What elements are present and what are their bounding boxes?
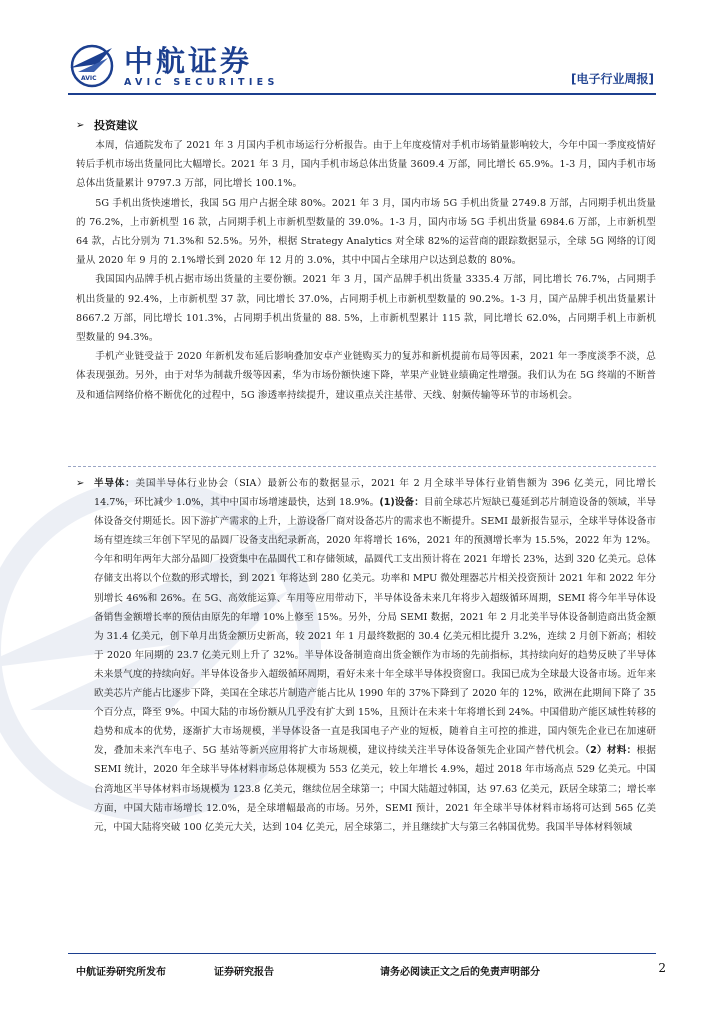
materials-text: 根据 SEMI 统计，2020 年全球半导体材料市场总体规模为 553 亿美元，较上年增长 4.9%，超过 2018 年市场高点 529 亿美元。中国台湾地区半导体材料市场规模为 123.8 亿美元，继续位居全球第一；中国大陆超过韩国，达 97.63 亿美元，跃居全球第二；增长率方面，中国大陆市场增长 12.0%，是全球增幅最高的市场。另外，SEMI 预计，2021 年全球半导体材料市场将可达到 565 亿美元，中国大陆将突破 100 亿美元大关，达到 104 亿美元，居全球第二，并且继续扩大与第三名韩国优势。我国半导体材料领域 bbox=[94, 745, 656, 833]
materials-subheading: （2）材料： bbox=[585, 745, 637, 757]
avic-logo-icon bbox=[68, 42, 116, 88]
paragraph: 5G 手机出货快速增长，我国 5G 用户占据全球 80%。2021 年 3 月，国内市场 5G 手机出货量 2749.8 万部，占同期手机出货量的 76.2%，上市新机型 16 款，占同期手机上市新机型数量的 39.0%。1-3 月，国内市场 5G 手机出货量 6984.6 万部，上市新机型 64 款，占比分别为 71.3%和 52.5%。另外，根据 Strategy Analytics 对全球 82%的运营商的跟踪数据显示，全球 5G 网络的订阅量从 2020 年 9 月的 2.1%增长到 2020 年 12 月的 3.0%，其中中国占全球用户以达到总数的 80%。 bbox=[76, 197, 656, 267]
semiconductor-text-a: 美国半导体行业协会（SIA）最新公布的数据显示，2021 年 2 月全球半导体行业销售额为 396 亿美元，同比增长 14.7%，环比减少 1.0%，其中中国市场增速最快，达到 18.9%。 bbox=[94, 478, 657, 509]
paragraph: 本周，信通院发布了 2021 年 3 月国内手机市场运行分析报告。由于上年度疫情对手机市场销量影响较大，今年中国一季度疫情好转后手机市场出货量同比大幅增长。2021 年 3 月，国内手机市场总体出货量 3609.4 万部，同比增长 65.9%。1-3 月，国内手机市场总体出货量累计 9797.3 万部，同比增长 100.1%。 bbox=[76, 140, 656, 190]
footer-doc-type: 证券研究报告 bbox=[214, 967, 274, 978]
paragraph: 手机产业链受益于 2020 年新机发布延后影响叠加安卓产业链购买力的复苏和新机提前布局等因素，2021 年一季度淡季不淡，总体表现强劲。另外，由于对华为制裁升级等因素，华为市场份额快速下降，苹果产业链业绩确定性增强。我们认为在 5G 终端的不断普及和通信网络价格不断优化的过程中，5G 渗透率持续提升，建议重点关注基带、天线、射频传输等环节的市场机会。 bbox=[76, 351, 656, 401]
brand bbox=[124, 46, 279, 89]
equipment-subheading: (1)设备： bbox=[379, 497, 424, 509]
investment-advice-section bbox=[76, 116, 656, 405]
section-heading bbox=[76, 116, 656, 136]
semiconductor-section bbox=[76, 474, 656, 837]
section-divider bbox=[68, 466, 656, 467]
footer-divider bbox=[68, 953, 656, 954]
arrow-bullet-icon: ➢ bbox=[76, 478, 85, 489]
brand-name-cn: 中航证券 bbox=[124, 44, 253, 78]
page-number: 2 bbox=[658, 961, 666, 975]
page-footer bbox=[76, 963, 666, 983]
semiconductor-paragraph bbox=[76, 474, 656, 837]
header-divider bbox=[68, 93, 656, 95]
page-header bbox=[0, 0, 724, 100]
logo-text: AVIC bbox=[81, 75, 97, 82]
section-title: 投资建议 bbox=[94, 119, 138, 132]
arrow-bullet-icon: ➢ bbox=[76, 120, 85, 131]
semiconductor-lead: 半导体： bbox=[94, 478, 136, 489]
footer-disclaimer: 请务必阅读正文之后的免责声明部分 bbox=[380, 967, 540, 978]
paragraph: 我国国内品牌手机占据市场出货量的主要份额。2021 年 3 月，国产品牌手机出货量 3335.4 万部，同比增长 76.7%，占同期手机出货量的 92.4%，上市新机型 37 款，同比增长 37.0%，占同期手机上市新机型数量的 90.2%。1-3 月，国产品牌手机出货量累计 8667.2 万部，同比增长 101.3%，占同期手机出货量的 88. 5%，上市新机型累计 115 款，同比增长 62.0%，占同期手机上市新机型数量的 94.3%。 bbox=[76, 274, 656, 344]
brand-name-en: AVIC SECURITIES bbox=[124, 77, 279, 88]
report-type-label: [电子行业周报] bbox=[571, 72, 654, 86]
footer-publisher: 中航证券研究所发布 bbox=[76, 967, 166, 978]
equipment-text: 目前全球芯片短缺已蔓延到芯片制造设备的领域，半导体设备交付期延长。因下游扩产需求的上升，上游设备厂商对设备芯片的需求也不断提升。SEMI 最新报告显示，全球半导体设备市场有望连续三年创下罕见的晶圆厂设备支出纪录新高，2020 年将增长 16%，2021 年的预测增长率为 15.5%，2022 年为 12%。今年和明年两年大部分晶圆厂投资集中在晶圆代工和存储领域，晶圆代工支出预计将在 2021 年增长 23%，达到 320 亿美元。总体存储支出将以个位数的形式增长，到 2021 年将达到 280 亿美元。功率和 MPU 微处理器芯片相关投资预计 2021 年和 2022 年分别增长 46%和 26%。在 5G、高效能运算、车用等应用带动下，半导体设备未来几年将步入超级循环周期，SEMI 将今年半导体设备销售金额增长率的预估由原先的年增 10%上修至 15%。另外，分局 SEMI 数据，2021 年 2 月北美半导体设备制造商出货金额为 31.4 亿美元，创下单月出货金额历史新高，较 2021 年 1 月最终数据的 30.4 亿美元相比提升 3.2%，连续 2 月创下新高；相较于 2020 年同期的 23.7 亿美元则上升了 32%。半导体设备制造商出货金额作为市场的先前指标，其持续向好的趋势反映了半导体未来景气度的持续向好。半导体设备步入超级循环周期，看好未来十年全球半导体投资窗口。我国已成为全球最大设备市场。近年来欧美芯片产能占比逐步下降，美国在全球芯片制造产能占比从 1990 年的 37%下降到了 2020 年的 12%，欧洲在此期间下降了 35 个百分点，降至 9%。中国大陆的市场份额从几乎没有扩大到 15%，且预计在未来十年将增长到 24%。中国借助产能区域性转移的趋势和成本的优势，逐渐扩大市场规模，半导体设备一直是我国电子产业的短板，随着自主可控的推进，国内领先企业已在加速研发，叠加未来汽车电子、5G 基站等新兴应用将扩大市场规模，建议持续关注半导体设备领先企业国产替代机会。 bbox=[94, 497, 656, 757]
